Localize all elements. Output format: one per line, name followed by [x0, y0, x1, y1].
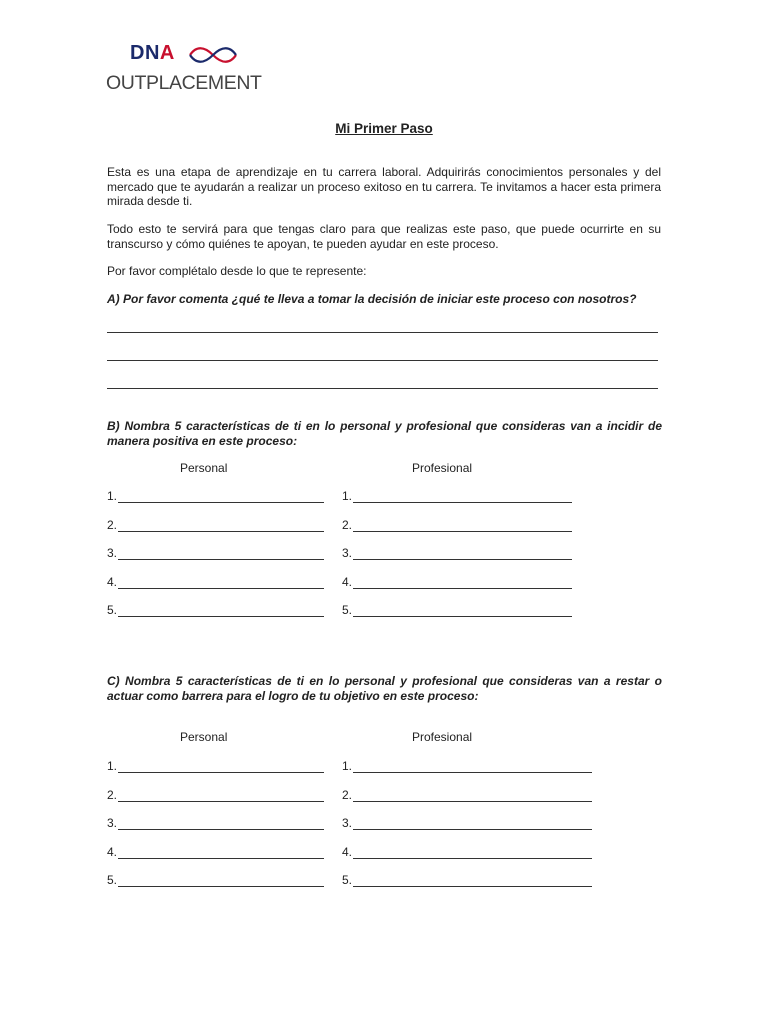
item-number: 3. — [107, 546, 118, 560]
item-number: 2. — [107, 787, 118, 802]
answer-blank[interactable] — [118, 790, 324, 802]
item-number: 1. — [342, 489, 353, 503]
b-profesional-item-3[interactable] — [342, 546, 572, 560]
logo-wave-icon — [188, 46, 238, 64]
column-header-personal-b: Personal — [180, 461, 228, 475]
b-personal-item-2[interactable] — [107, 518, 324, 532]
logo-wordmark: DNA — [130, 42, 175, 64]
intro-paragraph-3: Por favor complétalo desde lo que te represente: — [107, 264, 367, 278]
column-header-personal-c: Personal — [180, 730, 228, 744]
b-personal-item-4[interactable] — [107, 575, 324, 589]
item-number: 2. — [342, 787, 353, 802]
answer-blank[interactable] — [118, 491, 324, 503]
answer-blank[interactable] — [353, 847, 592, 859]
b-profesional-item-1[interactable] — [342, 489, 572, 503]
answer-blank[interactable] — [118, 548, 324, 560]
column-header-profesional-c: Profesional — [412, 730, 473, 744]
c-profesional-item-5[interactable] — [342, 873, 592, 887]
answer-blank[interactable] — [118, 761, 324, 773]
c-profesional-item-1[interactable] — [342, 759, 592, 773]
answer-blank[interactable] — [353, 577, 572, 589]
answer-blank[interactable] — [118, 875, 324, 887]
c-personal-item-4[interactable] — [107, 845, 324, 859]
item-number: 5. — [342, 603, 353, 617]
question-a: A) Por favor comenta ¿qué te lleva a tomar la decisión de iniciar este proceso con nosotros? — [107, 292, 637, 306]
c-profesional-item-3[interactable] — [342, 816, 592, 830]
question-c: C) Nombra 5 características de ti en lo personal y profesional que consideras van a restar o actuar como barrera para el logro de tu objetivo en este proceso: — [107, 674, 662, 703]
answer-blank[interactable] — [353, 548, 572, 560]
item-number: 5. — [107, 873, 118, 887]
answer-blank[interactable] — [118, 520, 324, 532]
answer-blank[interactable] — [353, 520, 572, 532]
item-number: 4. — [107, 574, 118, 589]
b-profesional-item-5[interactable] — [342, 603, 572, 617]
page-title: Mi Primer Paso — [335, 121, 433, 136]
answer-blank[interactable] — [118, 818, 324, 830]
answer-blank[interactable] — [353, 818, 592, 830]
c-personal-item-5[interactable] — [107, 873, 324, 887]
logo-subtitle: OUTPLACEMENT — [106, 72, 262, 94]
item-number: 2. — [107, 517, 118, 532]
answer-line-a-3[interactable] — [107, 388, 658, 389]
question-b: B) Nombra 5 características de ti en lo personal y profesional que consideras van a incidir de manera positiva en este proceso: — [107, 419, 662, 448]
answer-blank[interactable] — [353, 491, 572, 503]
answer-line-a-2[interactable] — [107, 360, 658, 361]
intro-paragraph-2: Todo esto te servirá para que tengas claro para que realizas este paso, que puede ocurrirte en su transcurso y cómo quiénes te apoyan, te pueden ayudar en este proceso. — [107, 222, 661, 251]
answer-line-a-1[interactable] — [107, 332, 658, 333]
answer-blank[interactable] — [353, 790, 592, 802]
item-number: 1. — [342, 759, 353, 773]
b-profesional-item-4[interactable] — [342, 575, 572, 589]
c-profesional-item-2[interactable] — [342, 788, 592, 802]
b-personal-item-5[interactable] — [107, 603, 324, 617]
answer-blank[interactable] — [353, 605, 572, 617]
answer-blank[interactable] — [118, 605, 324, 617]
answer-blank[interactable] — [118, 577, 324, 589]
answer-blank[interactable] — [353, 761, 592, 773]
item-number: 4. — [342, 574, 353, 589]
item-number: 2. — [342, 517, 353, 532]
c-personal-item-2[interactable] — [107, 788, 324, 802]
b-profesional-item-2[interactable] — [342, 518, 572, 532]
column-header-profesional-b: Profesional — [412, 461, 473, 475]
b-personal-item-3[interactable] — [107, 546, 324, 560]
item-number: 5. — [107, 603, 118, 617]
item-number: 4. — [342, 844, 353, 859]
item-number: 1. — [107, 489, 118, 503]
item-number: 4. — [107, 844, 118, 859]
item-number: 3. — [342, 816, 353, 830]
answer-blank[interactable] — [353, 875, 592, 887]
c-personal-item-1[interactable] — [107, 759, 324, 773]
item-number: 3. — [107, 816, 118, 830]
c-personal-item-3[interactable] — [107, 816, 324, 830]
dna-outplacement-logo — [106, 42, 266, 98]
intro-paragraph-1: Esta es una etapa de aprendizaje en tu carrera laboral. Adquirirás conocimientos personales y del mercado que te ayudarán a realizar un proceso exitoso en tu carrera. Te invitamos a hacer esta primera mirada desde ti. — [107, 165, 661, 208]
item-number: 3. — [342, 546, 353, 560]
answer-blank[interactable] — [118, 847, 324, 859]
c-profesional-item-4[interactable] — [342, 845, 592, 859]
item-number: 1. — [107, 759, 118, 773]
b-personal-item-1[interactable] — [107, 489, 324, 503]
item-number: 5. — [342, 873, 353, 887]
